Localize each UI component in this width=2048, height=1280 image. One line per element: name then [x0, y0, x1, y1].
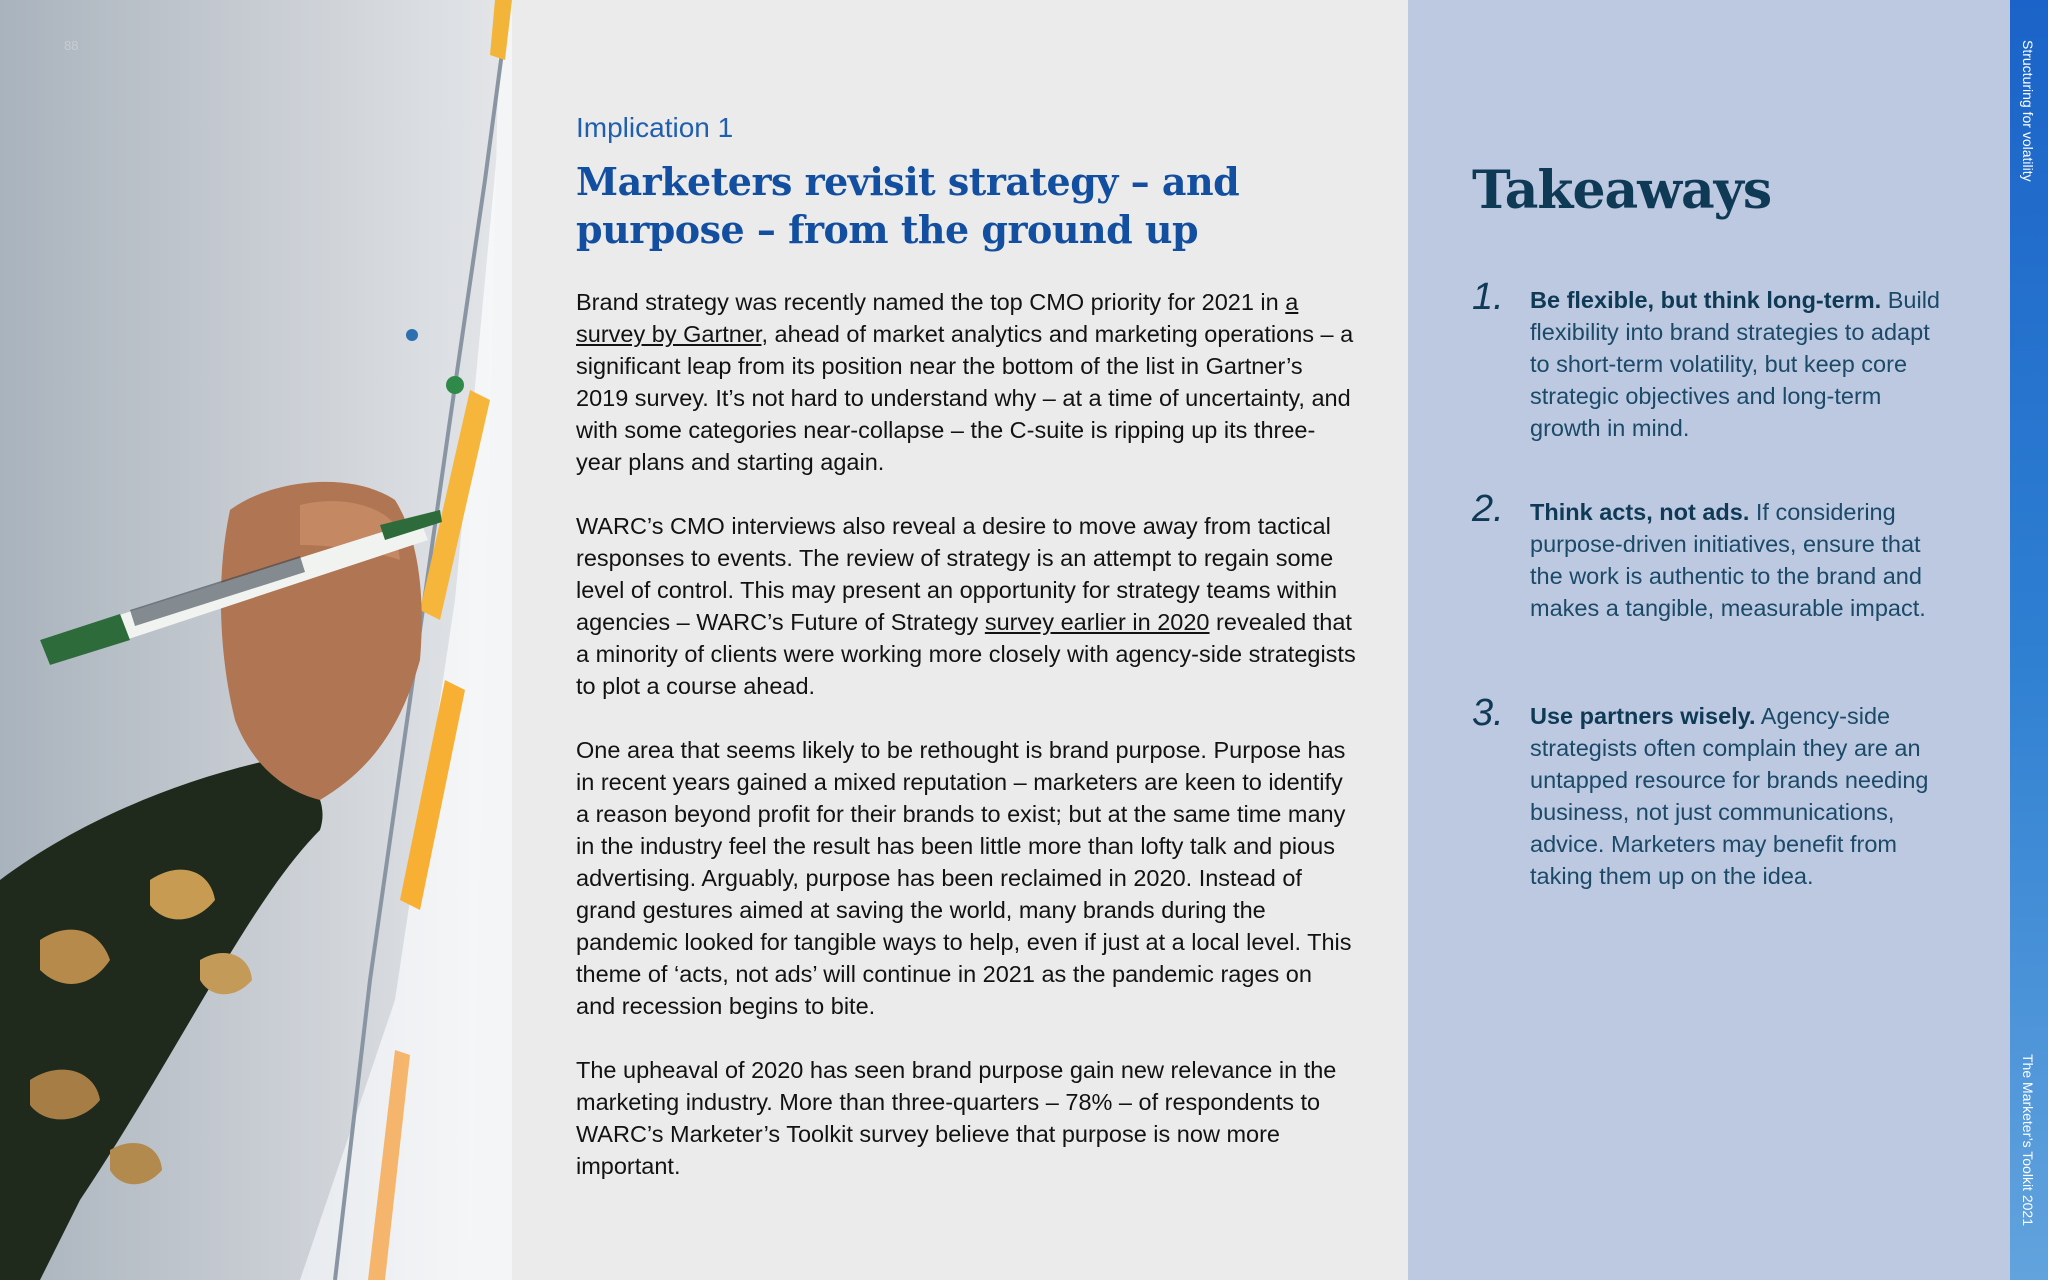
takeaway-heading: Use partners wisely.	[1530, 703, 1756, 729]
takeaway-heading: Think acts, not ads.	[1530, 499, 1750, 525]
article-headline	[576, 158, 1356, 254]
takeaway-number: 2.	[1472, 488, 1504, 530]
headline-line-2: purpose – from the ground up	[576, 207, 1199, 252]
paragraph-3: One area that seems likely to be rethought is brand purpose. Purpose has in recent years gained a mixed reputation – marketers are keen to identify a reason beyond profit for their brands to exist; but at the same time many in the industry feel the result has been little more than lofty talk and pious advertising. Arguably, purpose has been reclaimed in 2020. Instead of grand gestures aimed at saving the world, many brands during the pandemic looked for tangible ways to help, even if just at a local level. This theme of ‘acts, not ads’ will continue in 2021 as the pandemic rages on and recession begins to bite.	[576, 737, 1352, 1019]
paragraph-1	[576, 286, 1356, 478]
takeaway-number: 1.	[1472, 276, 1504, 318]
takeaways-title: Takeaways	[1472, 160, 1772, 221]
section-edge-bar	[2010, 0, 2048, 1280]
hero-photo	[0, 0, 512, 1280]
takeaway-item-2	[1472, 488, 1942, 624]
future-of-strategy-survey-link[interactable]: survey earlier in 2020	[984, 609, 1210, 635]
takeaway-heading: Be flexible, but think long-term.	[1530, 287, 1882, 313]
takeaway-number: 3.	[1472, 692, 1504, 734]
takeaway-item-3	[1472, 692, 1942, 892]
takeaway-body: Build flexibility into brand strategies to adapt to short-term volatility, but keep core strategic objectives and long-term growth in mind.	[1530, 287, 1941, 441]
takeaways-panel	[1408, 0, 2010, 1280]
takeaway-body: Agency-side strategists often complain they are an untapped resource for brands needing business, not just communications, advice. Marketers may benefit from taking them up on the idea.	[1530, 703, 1929, 889]
article	[576, 112, 1356, 1214]
takeaway-text	[1530, 284, 1942, 444]
takeaway-text	[1530, 496, 1942, 624]
paragraph-2-text-b: revealed that a minority of clients were working more closely with agency-side strategists to plot a course ahead.	[576, 609, 1356, 699]
gartner-survey-link[interactable]: a survey by Gartner	[576, 289, 1299, 347]
takeaway-item-1	[1472, 276, 1942, 444]
takeaway-text	[1530, 700, 1942, 892]
whiteboard-hand-illustration	[0, 0, 512, 1280]
implication-label: Implication 1	[576, 112, 734, 143]
paragraph-4: The upheaval of 2020 has seen brand purpose gain new relevance in the marketing industry. More than three-quarters – 78% – of respondents to WARC’s Marketer’s Toolkit survey believe that purpose is now more important.	[576, 1057, 1337, 1179]
paragraph-2-text-a: WARC’s CMO interviews also reveal a desire to move away from tactical responses to events. The review of strategy is an attempt to regain some level of control. This may present an opportunity for strategy teams within agencies – WARC’s Future of Strategy	[576, 513, 1338, 635]
section-label: Structuring for volatility	[2020, 40, 2036, 182]
paragraph-2	[576, 510, 1356, 702]
headline-line-1: Marketers revisit strategy – and	[576, 159, 1240, 204]
takeaway-body: If considering purpose-driven initiatives, ensure that the work is authentic to the brand and makes a tangible, measurable impact.	[1530, 499, 1926, 621]
publication-label: The Marketer’s Toolkit 2021	[2020, 1054, 2036, 1226]
page-number: 88	[64, 38, 79, 53]
paragraph-1-text-b: , ahead of market analytics and marketing operations – a significant leap from its position near the bottom of the list in Gartner’s 2019 survey. It’s not hard to understand why – at a time of uncertainty, and with some categories near-collapse – the C-suite is ripping up its three-year plans and starting again.	[576, 321, 1354, 475]
paragraph-1-text-a: Brand strategy was recently named the top CMO priority for 2021 in	[576, 289, 1286, 315]
